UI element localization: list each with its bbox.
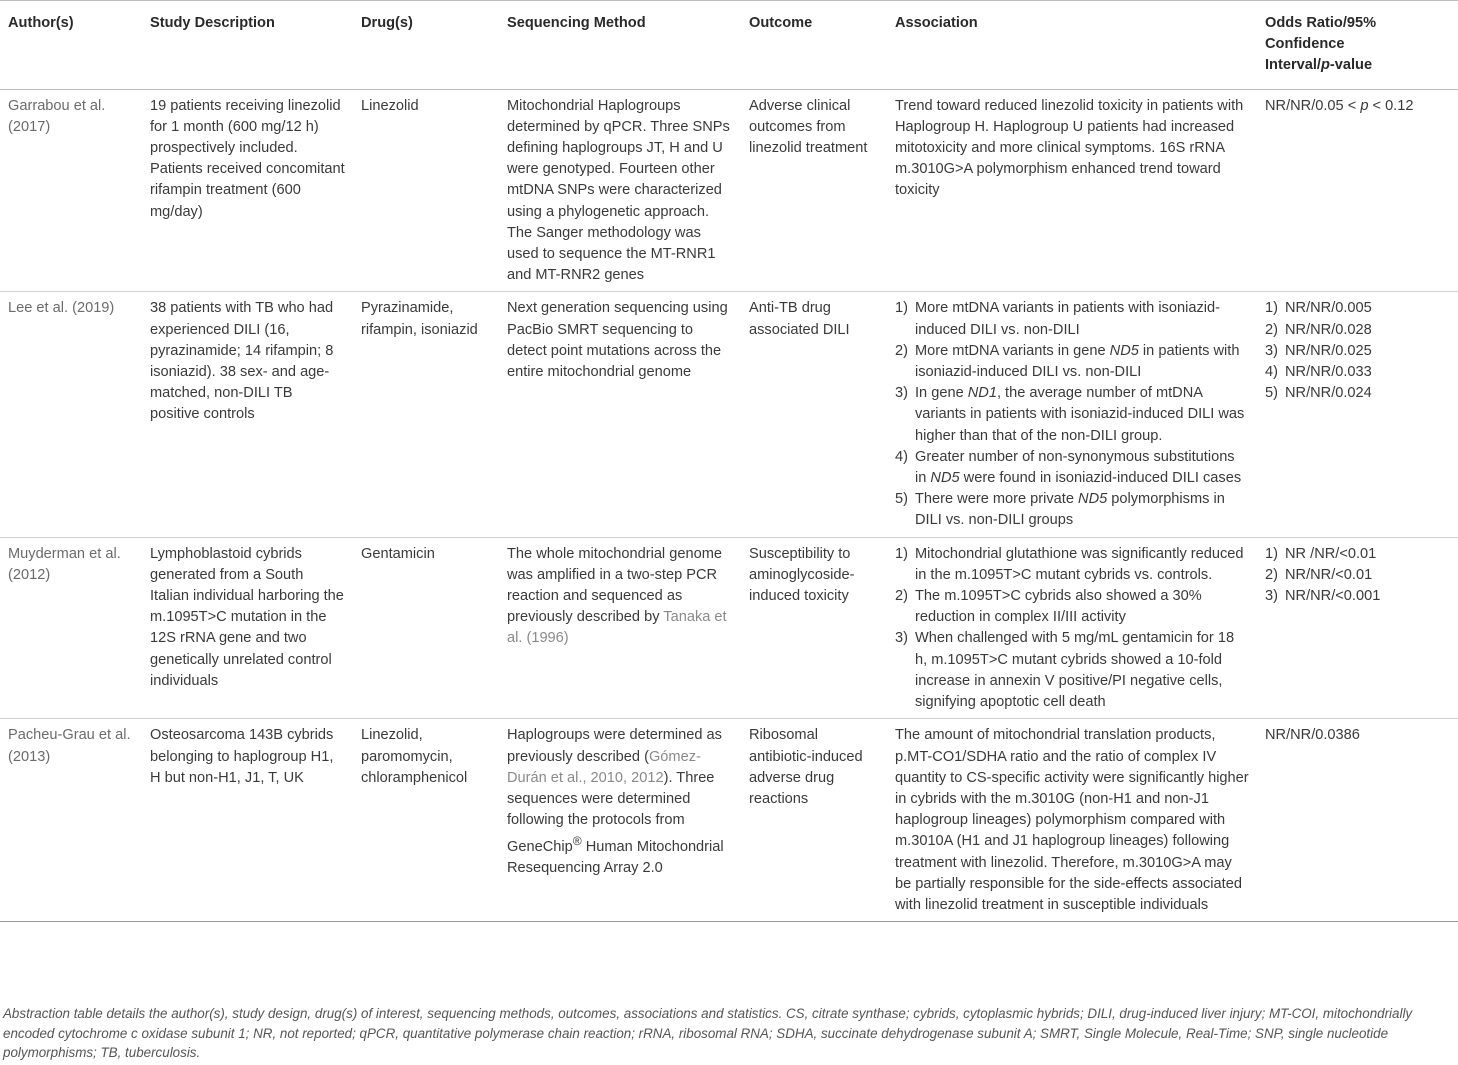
association-item [895, 544, 1249, 586]
cell-author: Garrabou et al. (2017) [0, 89, 142, 292]
cell-author: Muyderman et al. (2012) [0, 537, 142, 719]
odds-text-post: < 0.12 [1368, 97, 1414, 114]
header-odds-line3-italic: p [1320, 57, 1330, 74]
odds-text-italic: p [1360, 97, 1369, 114]
table-row [0, 537, 1458, 719]
odds-item [1265, 565, 1450, 586]
odds-value: NR /NR/<0.01 [1285, 545, 1377, 562]
header-description: Study Description [142, 1, 353, 90]
odds-item [1265, 341, 1450, 362]
cell-outcome: Anti-TB drug associated DILI [741, 292, 887, 537]
item-text: When challenged with 5 mg/mL gentamicin for 18 h, m.1095T>C mutant cybrids showed a 10-fold increase in annexin V positive/PI negative cells, signifying apoptotic cell death [915, 630, 1235, 711]
cell-odds [1257, 537, 1458, 719]
item-number: 1) [895, 545, 908, 562]
header-odds-line3-pre: Interval/ [1265, 57, 1321, 74]
cell-outcome: Ribosomal antibiotic-induced adverse drug reactions [741, 719, 887, 922]
table-header [0, 1, 1458, 90]
cell-outcome: Adverse clinical outcomes from linezolid treatment [741, 89, 887, 292]
item-text: Mitochondrial glutathione was significantly reduced in the m.1095T>C mutant cybrids vs. controls. [915, 545, 1244, 583]
item-text: The m.1095T>C cybrids also showed a 30% reduction in complex II/III activity [915, 588, 1202, 626]
association-item [895, 628, 1249, 713]
cell-drugs: Gentamicin [353, 537, 499, 719]
table-row [0, 89, 1458, 292]
item-number: 4) [1265, 364, 1278, 381]
item-number: 2) [895, 588, 908, 605]
cell-outcome: Susceptibility to aminoglycoside-induced toxicity [741, 537, 887, 719]
odds-list [1265, 544, 1450, 608]
association-list [895, 298, 1249, 531]
item-number: 5) [895, 491, 908, 508]
header-odds [1257, 1, 1458, 90]
cell-description: 38 patients with TB who had experienced DILI (16, pyrazinamide; 14 rifampin; 8 isoniazid). 38 sex- and age-matched, non-DILI TB positive controls [142, 292, 353, 537]
header-author: Author(s) [0, 1, 142, 90]
cell-description: Lymphoblastoid cybrids generated from a South Italian individual harboring the m.1095T>C mutation in the 12S rRNA gene and two genetically unrelated control individuals [142, 537, 353, 719]
cell-association [887, 292, 1257, 537]
header-outcome: Outcome [741, 1, 887, 90]
item-text: There were more private [915, 491, 1079, 508]
cell-odds [1257, 89, 1458, 292]
header-association: Association [887, 1, 1257, 90]
item-text: More mtDNA variants in gene [915, 342, 1110, 359]
table-row [0, 292, 1458, 537]
method-text-mid: ). Three sequences were determined following the protocols from GeneChip [507, 769, 715, 856]
cell-odds [1257, 292, 1458, 537]
odds-value: NR/NR/0.005 [1285, 300, 1372, 317]
odds-item [1265, 362, 1450, 383]
item-number: 3) [895, 630, 908, 647]
odds-value: NR/NR/<0.01 [1285, 566, 1373, 583]
method-text: Haplogroups were determined as previously described ( [507, 727, 722, 765]
association-list [895, 544, 1249, 714]
table-row [0, 719, 1458, 922]
item-text-tail: were found in isoniazid-induced DILI cases [959, 470, 1242, 487]
cell-drugs: Pyrazinamide, rifampin, isoniazid [353, 292, 499, 537]
citation-link[interactable]: Tanaka et al. (1996) [507, 609, 727, 647]
item-text-tail: polymorphisms in DILI vs. non-DILI groups [915, 491, 1225, 529]
cell-association [887, 537, 1257, 719]
header-odds-line2: Confidence [1265, 36, 1345, 53]
item-number: 4) [895, 448, 908, 465]
header-odds-line3-post: -value [1329, 57, 1373, 74]
header-odds-line1: Odds Ratio/95% [1265, 15, 1377, 31]
item-number: 5) [1265, 385, 1278, 402]
item-text: More mtDNA variants in patients with isoniazid-induced DILI vs. non-DILI [915, 300, 1220, 338]
odds-item [1265, 544, 1450, 565]
item-number: 3) [895, 385, 908, 402]
item-text: In gene [915, 385, 968, 402]
association-item [895, 298, 1249, 340]
odds-list [1265, 298, 1450, 404]
cell-description: 19 patients receiving linezolid for 1 month (600 mg/12 h) prospectively included. Patients received concomitant rifampin treatment (600 mg/day) [142, 89, 353, 292]
odds-value: NR/NR/0.025 [1285, 342, 1372, 359]
method-text-tail: Human Mitochondrial Resequencing Array 2.0 [507, 839, 724, 877]
item-text-tail: in patients with isoniazid-induced DILI vs. non-DILI [915, 342, 1240, 381]
item-number: 1) [1265, 545, 1278, 562]
item-gene: ND5 [1109, 342, 1139, 359]
item-text: Greater number of non-synonymous substitutions in [915, 448, 1235, 487]
association-item [895, 586, 1249, 628]
item-number: 1) [895, 300, 908, 317]
item-number: 2) [895, 342, 908, 359]
table-footnote: Abstraction table details the author(s), study design, drug(s) of interest, sequencing methods, outcomes, associations and statistics. CS, citrate synthase; cybrids, cytoplasmic hybrids; DILI, drug-induced liver injury; MT-COI, mitochondrially encoded cytochrome c oxidase subunit 1; NR, not reported; qPCR, quantitative polymerase chain reaction; rRNA, ribosomal RNA; SDHA, succinate dehydrogenase subunit A; SMRT, Single Molecule, Real-Time; SNP, single nucleotide polymorphisms; TB, tuberculosis. [3, 1006, 1413, 1061]
odds-text-pre: NR/NR/0.05 < [1265, 97, 1361, 114]
association-item [895, 341, 1249, 383]
item-number: 3) [1265, 588, 1278, 605]
method-text: The whole mitochondrial genome was amplified in a two-step PCR reaction and sequenced as previously described by [507, 545, 722, 626]
cell-author: Pacheu-Grau et al. (2013) [0, 719, 142, 922]
association-item [895, 383, 1249, 447]
odds-item [1265, 320, 1450, 341]
header-drugs: Drug(s) [353, 1, 499, 90]
association-item [895, 447, 1249, 489]
cell-method: Next generation sequencing using PacBio SMRT sequencing to detect point mutations across the entire mitochondrial genome [499, 292, 741, 537]
odds-value: NR/NR/<0.001 [1285, 588, 1381, 605]
cell-method: Mitochondrial Haplogroups determined by qPCR. Three SNPs defining haplogroups JT, H and U were genotyped. Fourteen other mtDNA SNPs were characterized using a phylogenetic approach. The Sanger methodology was used to sequence the MT-RNR1 and MT-RNR2 genes [499, 89, 741, 292]
odds-value: NR/NR/0.028 [1285, 321, 1372, 338]
item-gene: ND1 [967, 385, 997, 402]
item-gene: ND5 [930, 470, 960, 487]
association-item [895, 489, 1249, 531]
item-gene: ND5 [1078, 491, 1108, 508]
cell-association: The amount of mitochondrial translation products, p.MT-CO1/SDHA ratio and the ratio of complex IV quantity to CS-specific activity were significantly higher in cybrids with the m.3010G (non-H1 and non-J1 haplogroup lineages) polymorphism compared with m.3010A (H1 and J1 haplogroup lineages) following treatment with linezolid. Therefore, m.3010G>A may be partially responsible for the side-effects associated with linezolid treatment in susceptible individuals [887, 719, 1257, 922]
cell-author: Lee et al. (2019) [0, 292, 142, 537]
item-number: 2) [1265, 321, 1278, 338]
cell-odds: NR/NR/0.0386 [1257, 719, 1458, 922]
odds-value: NR/NR/0.033 [1285, 364, 1372, 381]
odds-item [1265, 383, 1450, 404]
item-number: 2) [1265, 566, 1278, 583]
cell-drugs: Linezolid, paromomycin, chloramphenicol [353, 719, 499, 922]
registered-mark: ® [572, 834, 582, 849]
odds-item [1265, 586, 1450, 607]
odds-item [1265, 298, 1450, 319]
header-method: Sequencing Method [499, 1, 741, 90]
cell-association: Trend toward reduced linezolid toxicity in patients with Haplogroup H. Haplogroup U patients had increased mitotoxicity and more clinical symptoms. 16S rRNA m.3010G>A polymorphism enhanced trend toward toxicity [887, 89, 1257, 292]
item-text-tail: , the average number of mtDNA variants in patients with isoniazid-induced DILI was higher than that of the non-DILI group. [915, 385, 1245, 444]
cell-description: Osteosarcoma 143B cybrids belonging to haplogroup H1, H but non-H1, J1, T, UK [142, 719, 353, 922]
item-number: 1) [1265, 300, 1278, 317]
odds-value: NR/NR/0.024 [1285, 385, 1372, 402]
header-row [0, 1, 1458, 90]
cell-method [499, 537, 741, 719]
cell-method [499, 719, 741, 922]
item-number: 3) [1265, 342, 1278, 359]
citation-link[interactable]: Gómez-Durán et al., 2010, 2012 [507, 748, 701, 786]
cell-drugs: Linezolid [353, 89, 499, 292]
